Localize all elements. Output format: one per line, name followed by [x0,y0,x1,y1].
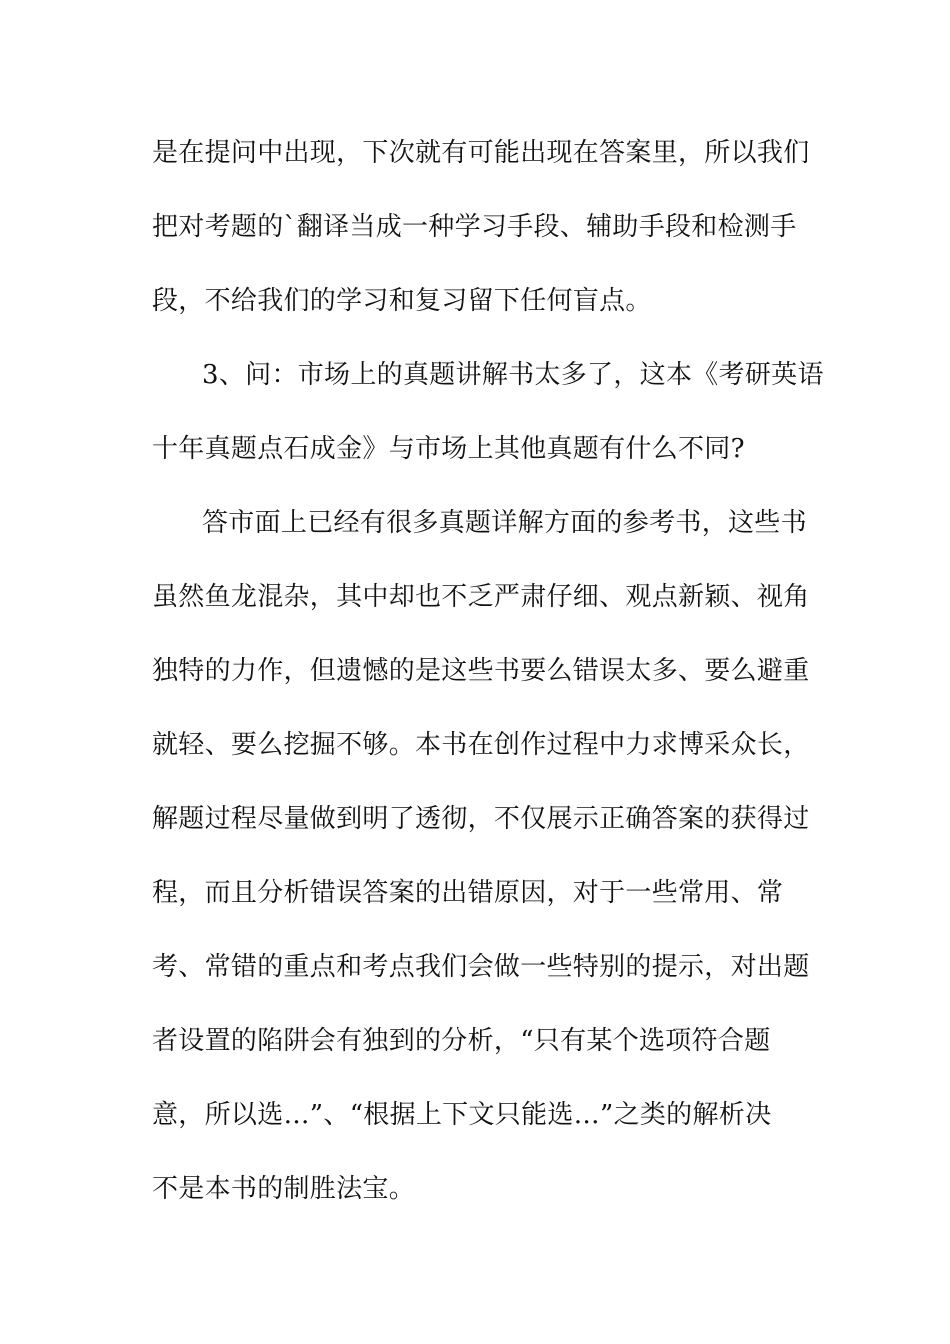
text-line: 虽然鱼龙混杂，其中却也不乏严肃仔细、观点新颖、视角 [152,582,810,612]
text-line: 段，不给我们的学习和复习留下任何盲点。 [152,286,652,316]
text-line: 十年真题点石成金》与市场上其他真题有什么不同? [152,434,745,464]
text-line: 是在提问中出现，下次就有可能出现在答案里，所以我们 [152,138,810,168]
answer-paragraph-start: 答市面上已经有很多真题详解方面的参考书，这些书 [202,508,807,538]
text-line: 考、常错的重点和考点我们会做一些特别的提示，对出题 [152,952,810,982]
text-line: 解题过程尽量做到明了透彻，不仅展示正确答案的获得过 [152,804,810,834]
text-line: 不是本书的制胜法宝。 [152,1174,416,1204]
text-line: 意，所以选…”、“根据上下文只能选…”之类的解析决 [152,1100,772,1130]
text-line: 把对考题的`翻译当成一种学习手段、辅助手段和检测手 [152,212,797,242]
text-line: 就轻、要么挖掘不够。本书在创作过程中力求博采众长， [152,730,810,760]
text-line: 独特的力作，但遗憾的是这些书要么错误太多、要么避重 [152,656,810,686]
question-heading-line: 3、问：市场上的真题讲解书太多了，这本《考研英语 [202,360,824,390]
text-line: 者设置的陷阱会有独到的分析，“只有某个选项符合题 [152,1026,771,1056]
document-body [152,128,824,1238]
text-line: 程，而且分析错误答案的出错原因，对于一些常用、常 [152,878,784,908]
